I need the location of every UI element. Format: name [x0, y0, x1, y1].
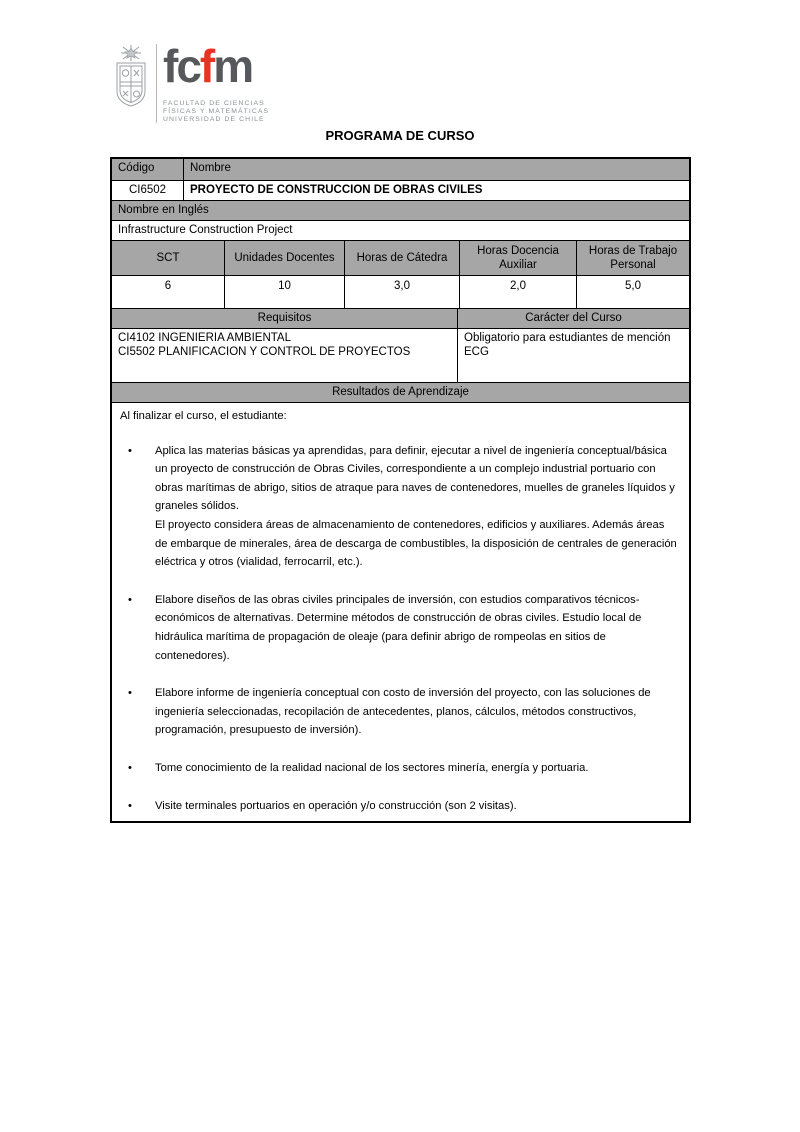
- fcfm-logo: [112, 40, 270, 123]
- codigo-value: CI6502: [112, 181, 184, 200]
- bullet-marker: •: [128, 444, 132, 457]
- document-title: PROGRAMA DE CURSO: [325, 128, 475, 143]
- wordmark-f-red: f: [199, 40, 214, 92]
- bullet-marker: •: [128, 687, 132, 700]
- requisito-line: CI4102 INGENIERIA AMBIENTAL: [118, 332, 291, 344]
- university-crest-icon: [112, 44, 150, 108]
- horas-trabajo-personal-value: 5,0: [625, 280, 641, 292]
- logo-caption-line: FÍSICAS Y MATEMÁTICAS: [163, 107, 270, 115]
- wordmark-m: m: [213, 40, 253, 92]
- horas-trabajo-personal-header-cell: Horas de Trabajo Personal: [588, 245, 678, 271]
- logo-caption-line: UNIVERSIDAD DE CHILE: [163, 115, 265, 123]
- nombre-header-cell: Nombre: [190, 162, 231, 174]
- resultados-content: [112, 403, 689, 821]
- horas-catedra-header-cell: Horas de Cátedra: [345, 241, 460, 275]
- table-row-credits-values: [112, 275, 689, 308]
- caracter-header-cell: Carácter del Curso: [525, 312, 622, 324]
- bullet-text: [155, 442, 681, 572]
- bullet-paragraph: Elabore informe de ingeniería conceptual con costo de inversión del proyecto, con las soluciones de ingeniería seleccionadas, recopilación de antecedentes, planos, cálculos, métodos constructivos, programación, presupuesto de inversión).: [155, 687, 651, 737]
- sct-header-cell: SCT: [112, 241, 225, 275]
- fcfm-wordmark: [163, 40, 269, 94]
- bullet-paragraph: Elabore diseños de las obras civiles principales de inversión, con estudios comparativos técnicos-económicos de alternativas. Determine métodos de construcción de obras civiles. Estudio local de hidráulica marítima de propagación de oleaje (para definir abrigo de rompeolas en sitios de contenedores).: [155, 593, 642, 662]
- list-item: [120, 759, 681, 778]
- table-row-english-value: [112, 220, 689, 240]
- codigo-header-cell: Código: [112, 159, 184, 180]
- requisitos-value: [112, 329, 458, 382]
- bullet-paragraph: Tome conocimiento de la realidad nacional de los sectores minería, energía y portuaria.: [155, 761, 589, 774]
- list-item: [120, 684, 681, 740]
- resultados-bullet-list: [120, 442, 681, 816]
- horas-docencia-auxiliar-value: 2,0: [460, 276, 577, 308]
- bullet-text: [155, 684, 681, 740]
- nombre-ingles-header-cell: Nombre en Inglés: [118, 204, 209, 216]
- list-item: [120, 591, 681, 665]
- table-row-resultados-header: [112, 382, 689, 402]
- horas-docencia-auxiliar-header-cell: Horas Docencia Auxiliar: [460, 241, 577, 275]
- nombre-ingles-value: Infrastructure Construction Project: [118, 224, 293, 236]
- list-item: [120, 797, 681, 816]
- resultados-intro: Al finalizar el curso, el estudiante:: [120, 410, 287, 422]
- wordmark-fc: fc: [163, 40, 200, 92]
- horas-catedra-value: 3,0: [345, 276, 460, 308]
- bullet-paragraph: Visite terminales portuarios en operación y/o construcción (son 2 visitas).: [155, 799, 517, 812]
- bullet-marker: •: [128, 799, 132, 812]
- bullet-paragraph: El proyecto considera áreas de almacenamiento de contenedores, edificios y auxiliares. Además áreas de embarque de minerales, área de descarga de combustibles, la disposición de centrales de generación eléctrica y otros (vialidad, ferrocarril, etc.).: [155, 518, 677, 569]
- logo-captions: [163, 100, 269, 123]
- bullet-text: [155, 759, 681, 778]
- list-item: [120, 442, 681, 572]
- table-row-credits-header: [112, 240, 689, 275]
- requisito-line: CI5502 PLANIFICACION Y CONTROL DE PROYECTOS: [118, 346, 411, 358]
- bullet-marker: •: [128, 761, 132, 774]
- bullet-marker: •: [128, 593, 132, 606]
- bullet-paragraph: Aplica las materias básicas ya aprendidas, para definir, ejecutar a nivel de ingeniería conceptual/básica un proyecto de construcción de Obras Civiles, correspondiente a un complejo industrial portuario con obras marítimas de abrigo, sitios de atraque para naves de contenedores, muelles de graneles líquidos y graneles sólidos.: [155, 444, 675, 513]
- sct-value: 6: [112, 276, 225, 308]
- nombre-value: PROYECTO DE CONSTRUCCION DE OBRAS CIVILES: [190, 184, 483, 196]
- bullet-text: [155, 797, 681, 816]
- table-row-code-value: [112, 180, 689, 200]
- course-program-table: [110, 157, 691, 823]
- bullet-text: [155, 591, 681, 665]
- table-row-requisitos-header: [112, 308, 689, 328]
- unidades-docentes-header-cell: Unidades Docentes: [225, 241, 345, 275]
- caracter-value: Obligatorio para estudiantes de mención ECG: [464, 332, 671, 358]
- table-row-requisitos-values: [112, 328, 689, 382]
- unidades-docentes-value: 10: [225, 276, 345, 308]
- resultados-header-cell: Resultados de Aprendizaje: [332, 386, 469, 398]
- logo-caption-line: FACULTAD DE CIENCIAS: [163, 100, 265, 107]
- requisitos-header-cell: Requisitos: [112, 309, 458, 328]
- table-row-english-header: [112, 200, 689, 220]
- table-row-code-header: [112, 159, 689, 180]
- table-row-resultados-content: [112, 402, 689, 821]
